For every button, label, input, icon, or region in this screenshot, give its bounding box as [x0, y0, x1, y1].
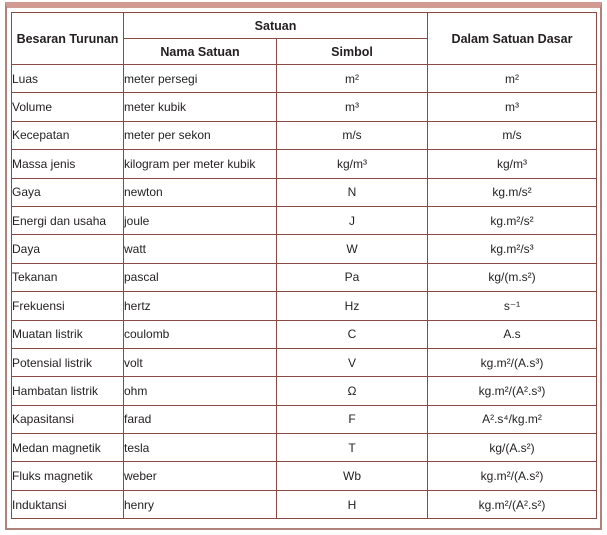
cell-symbol: kg/m³ [277, 150, 428, 178]
cell-quantity: Energi dan usaha [12, 206, 124, 234]
table-row [12, 434, 597, 462]
cell-unit-name: weber [124, 462, 277, 490]
table-row [12, 65, 597, 93]
cell-base-units: kg.m²/s² [428, 206, 597, 234]
cell-quantity: Gaya [12, 178, 124, 206]
cell-unit-name: meter persegi [124, 65, 277, 93]
cell-base-units: kg.m²/(A.s²) [428, 462, 597, 490]
table-row [12, 150, 597, 178]
cell-quantity: Kapasitansi [12, 405, 124, 433]
cell-unit-name: pascal [124, 263, 277, 291]
header-base-units: Dalam Satuan Dasar [428, 13, 597, 65]
cell-symbol: Wb [277, 462, 428, 490]
cell-unit-name: watt [124, 235, 277, 263]
cell-unit-name: volt [124, 348, 277, 376]
table-row [12, 235, 597, 263]
table-row [12, 93, 597, 121]
cell-symbol: C [277, 320, 428, 348]
cell-quantity: Fluks magnetik [12, 462, 124, 490]
table-row [12, 377, 597, 405]
cell-symbol: F [277, 405, 428, 433]
table-row [12, 206, 597, 234]
table-row [12, 121, 597, 149]
cell-base-units: s⁻¹ [428, 292, 597, 320]
cell-symbol: m³ [277, 93, 428, 121]
derived-units-table [11, 12, 597, 519]
cell-symbol: Hz [277, 292, 428, 320]
cell-quantity: Massa jenis [12, 150, 124, 178]
cell-unit-name: meter kubik [124, 93, 277, 121]
cell-unit-name: kilogram per meter kubik [124, 150, 277, 178]
cell-quantity: Daya [12, 235, 124, 263]
table-row [12, 405, 597, 433]
table-row [12, 348, 597, 376]
cell-unit-name: henry [124, 490, 277, 518]
cell-quantity: Volume [12, 93, 124, 121]
cell-base-units: kg.m²/(A².s²) [428, 490, 597, 518]
cell-quantity: Muatan listrik [12, 320, 124, 348]
cell-unit-name: meter per sekon [124, 121, 277, 149]
cell-unit-name: farad [124, 405, 277, 433]
cell-symbol: m/s [277, 121, 428, 149]
cell-base-units: A.s [428, 320, 597, 348]
cell-symbol: V [277, 348, 428, 376]
table-row [12, 263, 597, 291]
cell-quantity: Luas [12, 65, 124, 93]
table-row [12, 320, 597, 348]
cell-quantity: Hambatan listrik [12, 377, 124, 405]
cell-unit-name: coulomb [124, 320, 277, 348]
table-row [12, 462, 597, 490]
cell-symbol: W [277, 235, 428, 263]
cell-unit-name: joule [124, 206, 277, 234]
cell-symbol: Ω [277, 377, 428, 405]
cell-quantity: Medan magnetik [12, 434, 124, 462]
header-symbol: Simbol [277, 39, 428, 65]
cell-quantity: Tekanan [12, 263, 124, 291]
cell-base-units: m² [428, 65, 597, 93]
cell-symbol: T [277, 434, 428, 462]
cell-base-units: m³ [428, 93, 597, 121]
table-row [12, 178, 597, 206]
cell-symbol: Pa [277, 263, 428, 291]
cell-base-units: kg.m²/(A².s³) [428, 377, 597, 405]
cell-symbol: J [277, 206, 428, 234]
cell-base-units: kg.m²/s³ [428, 235, 597, 263]
cell-quantity: Potensial listrik [12, 348, 124, 376]
cell-base-units: kg.m/s² [428, 178, 597, 206]
cell-base-units: kg/(A.s²) [428, 434, 597, 462]
cell-quantity: Kecepatan [12, 121, 124, 149]
cell-unit-name: ohm [124, 377, 277, 405]
cell-base-units: m/s [428, 121, 597, 149]
cell-symbol: m² [277, 65, 428, 93]
cell-unit-name: newton [124, 178, 277, 206]
cell-base-units: A².s⁴/kg.m² [428, 405, 597, 433]
cell-symbol: H [277, 490, 428, 518]
header-unit-name: Nama Satuan [124, 39, 277, 65]
cell-quantity: Frekuensi [12, 292, 124, 320]
cell-base-units: kg.m²/(A.s³) [428, 348, 597, 376]
table-row [12, 292, 597, 320]
cell-quantity: Induktansi [12, 490, 124, 518]
cell-base-units: kg/m³ [428, 150, 597, 178]
table-row [12, 490, 597, 518]
cell-symbol: N [277, 178, 428, 206]
header-unit-group: Satuan [124, 13, 428, 39]
cell-unit-name: hertz [124, 292, 277, 320]
header-derived-quantity: Besaran Turunan [12, 13, 124, 65]
cell-unit-name: tesla [124, 434, 277, 462]
cell-base-units: kg/(m.s²) [428, 263, 597, 291]
